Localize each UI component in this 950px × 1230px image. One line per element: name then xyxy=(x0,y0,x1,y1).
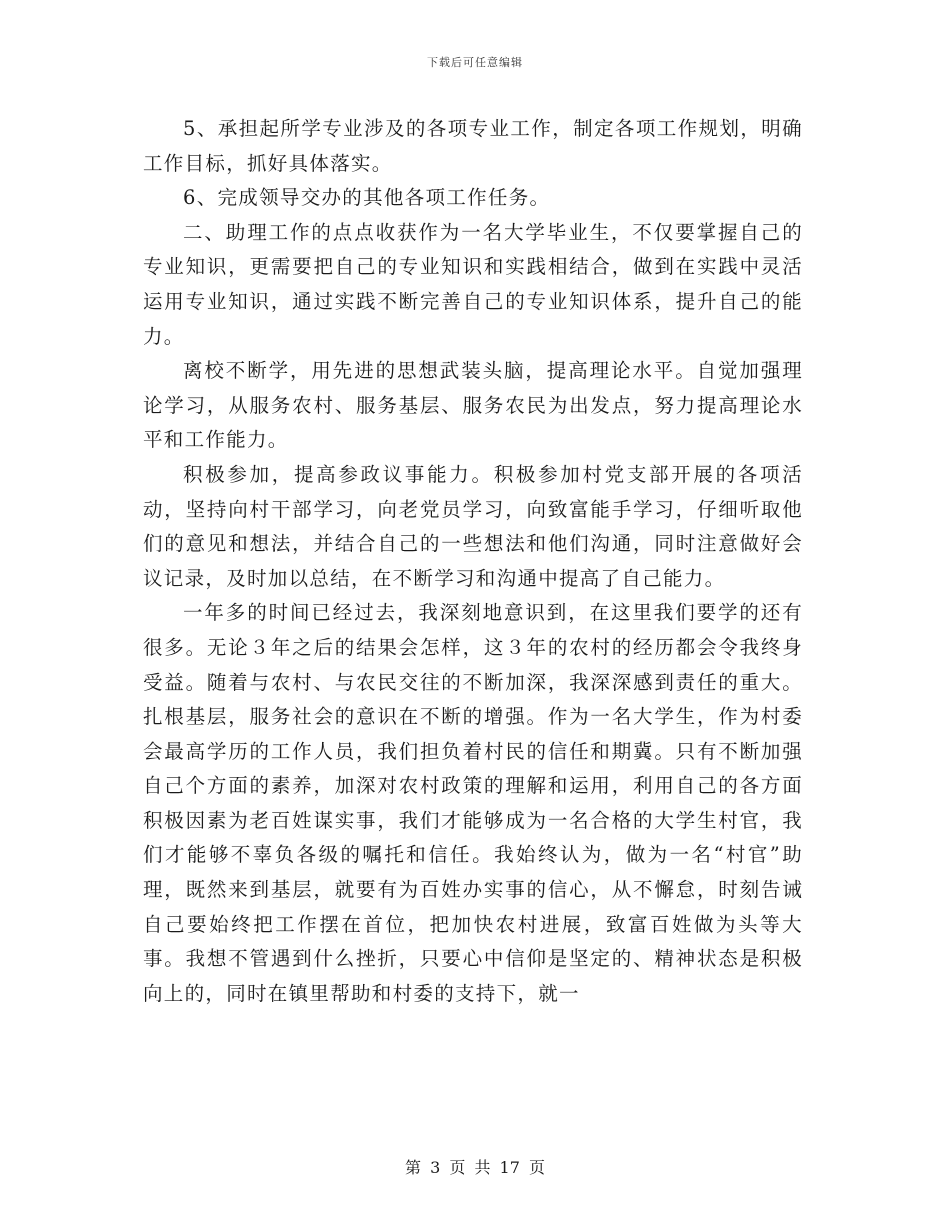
paragraph-reflection: 一年多的时间已经过去，我深刻地意识到，在这里我们要学的还有很多。无论３年之后的结果会怎样，这３年的农村的经历都会令我终身受益。随着与农村、与农民交往的不断加深，我深深感到责任的重大。扎根基层，服务社会的意识在不断的增强。作为一名大学生，作为村委会最高学历的工作人员，我们担负着村民的信任和期冀。只有不断加强自己个方面的素养，加深对农村政策的理解和运用，利用自己的各方面积极因素为老百姓谋实事，我们才能够成为一名合格的大学生村官，我们才能够不辜负各级的嘱托和信任。我始终认为，做为一名“村官”助理，既然来到基层，就要有为百姓办实事的信心，从不懈怠，时刻告诫自己要始终把工作摆在首位，把加快农村进展，致富百姓做为头等大事。我想不管遇到什么挫折，只要心中信仰是坚定的、精神状态是积极向上的，同时在镇里帮助和村委的支持下，就一 xyxy=(143,601,803,1005)
paragraph-item-5: 5、承担起所学专业涉及的各项专业工作，制定各项工作规划，明确工作目标，抓好具体落实。 xyxy=(143,117,803,175)
paragraph-section-two: 二、助理工作的点点收获作为一名大学毕业生，不仅要掌握自己的专业知识，更需要把自己的专业知识和实践相结合，做到在实践中灵活运用专业知识，通过实践不断完善自己的专业知识体系，提升自己的能力。 xyxy=(143,220,803,348)
paragraph-study: 离校不断学，用先进的思想武装头脑，提高理论水平。自觉加强理论学习，从服务农村、服务基层、服务农民为出发点，努力提高理论水平和工作能力。 xyxy=(143,359,803,452)
paragraph-item-6: 6、完成领导交办的其他各项工作任务。 xyxy=(183,186,551,210)
page-header: 下载后可任意编辑 xyxy=(427,56,523,69)
document-body xyxy=(143,112,803,1011)
page-number: 第 3 页 共 17 页 xyxy=(405,1158,545,1177)
paragraph-participation: 积极参加，提高参政议事能力。积极参加村党支部开展的各项活动，坚持向村干部学习，向老党员学习，向致富能手学习，仔细听取他们的意见和想法，并结合自己的一些想法和他们沟通，同时注意做好会议记录，及时加以总结，在不断学习和沟通中提高了自己能力。 xyxy=(143,462,803,590)
